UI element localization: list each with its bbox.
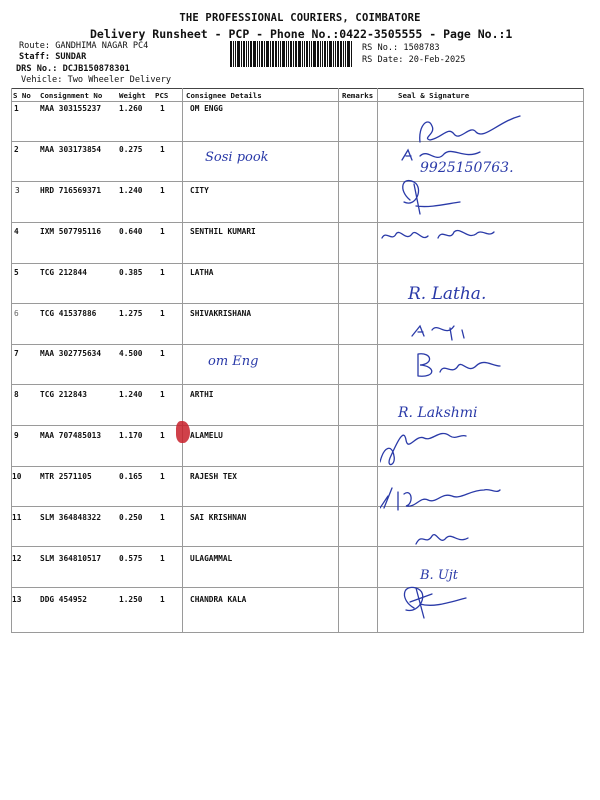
row-4-weight: 0.640 — [119, 227, 143, 236]
barcode-bar — [351, 41, 352, 67]
row-2-sno: 2 — [14, 145, 19, 154]
barcode-bar — [233, 41, 234, 67]
row-2-pcs: 1 — [160, 145, 165, 154]
table-bottom-border — [11, 632, 583, 633]
barcode-bar — [311, 41, 312, 67]
row-6-consignment: TCG 41537886 — [40, 309, 97, 318]
col-header-sno: S No — [13, 91, 31, 100]
handwritten-phone: 9925150763. — [420, 160, 514, 176]
rs-date: RS Date: 20-Feb-2025 — [362, 55, 466, 65]
row-5-consignee: LATHA — [190, 268, 214, 277]
signature-row-11 — [416, 535, 468, 544]
barcode-bar — [313, 41, 316, 67]
barcode-bar — [282, 41, 285, 67]
signature-row-2 — [402, 150, 480, 160]
row-1-consignee: OM ENGG — [190, 104, 223, 113]
barcode-bar — [320, 41, 321, 67]
row-5-consignment: TCG 212844 — [40, 268, 87, 277]
route-label: Route: GANDHIMA NAGAR PC4 — [19, 41, 149, 51]
barcode-bar — [248, 41, 249, 67]
barcode-bar — [264, 41, 265, 67]
row-3-sno: 3 — [15, 186, 20, 195]
column-divider — [338, 88, 339, 633]
column-divider — [182, 88, 183, 633]
row-3-consignee: CITY — [190, 186, 209, 195]
drs-number: DRS No.: DCJB150878301 — [16, 64, 130, 74]
row-9-consignee: ALAMELU — [190, 431, 223, 440]
row-10-consignment: MTR 2571105 — [40, 472, 92, 481]
row-11-sno: 11 — [12, 513, 22, 522]
row-11-consignee: SAI KRISHNAN — [190, 513, 247, 522]
row-9-consignment: MAA 707485013 — [40, 431, 102, 440]
barcode-bar — [237, 41, 240, 67]
barcode-bar — [259, 41, 260, 67]
signature-scribbles — [380, 104, 580, 624]
col-header-remarks: Remarks — [342, 91, 374, 100]
col-header-consignment: Consignment No — [40, 91, 103, 100]
row-5-pcs: 1 — [160, 268, 165, 277]
barcode-bar — [302, 41, 303, 67]
barcode-bar — [261, 41, 263, 67]
row-5-weight: 0.385 — [119, 268, 143, 277]
row-8-consignment: TCG 212843 — [40, 390, 87, 399]
row-3-weight: 1.240 — [119, 186, 143, 195]
row-7-sno: 7 — [14, 349, 19, 358]
column-divider — [377, 88, 378, 633]
barcode-bar — [347, 41, 350, 67]
row-7-pcs: 1 — [160, 349, 165, 358]
barcode-bar — [322, 41, 323, 67]
barcode-bar — [295, 41, 297, 67]
signature-row-7 — [418, 354, 500, 376]
col-header-pcs: PCS — [155, 91, 169, 100]
row-1-consignment: MAA 303155237 — [40, 104, 102, 113]
col-header-consignee: Consignee Details — [186, 91, 262, 100]
barcode-bar — [290, 41, 292, 67]
signature-row-10 — [380, 488, 500, 510]
row-9-weight: 1.170 — [119, 431, 143, 440]
barcode-bar — [272, 41, 274, 67]
rs-number: RS No.: 1508783 — [362, 43, 440, 53]
barcode-bar — [298, 41, 301, 67]
barcode-bar — [340, 41, 342, 67]
row-6-sno: 6 — [14, 309, 19, 318]
row-8-pcs: 1 — [160, 390, 165, 399]
table-right-border — [583, 88, 584, 633]
row-7-weight: 4.500 — [119, 349, 143, 358]
signature-row-9 — [380, 433, 466, 464]
barcode-bar — [286, 41, 287, 67]
signature-row-6 — [412, 326, 464, 340]
barcode-bar — [293, 41, 294, 67]
barcode-bar — [250, 41, 252, 67]
row-2-weight: 0.275 — [119, 145, 143, 154]
barcode-bar — [309, 41, 310, 67]
table-left-border — [11, 88, 12, 633]
row-10-sno: 10 — [12, 472, 22, 481]
barcode-bar — [235, 41, 236, 67]
row-1-pcs: 1 — [160, 104, 165, 113]
vehicle-label: Vehicle: Two Wheeler Delivery — [21, 75, 172, 85]
row-12-pcs: 1 — [160, 554, 165, 563]
signature-row-4 — [382, 230, 494, 238]
row-13-consignee: CHANDRA KALA — [190, 595, 247, 604]
signature-row-13 — [404, 587, 466, 618]
signature-row-3 — [403, 181, 460, 214]
handwritten-consignee: Sosi pook — [205, 150, 269, 165]
row-13-consignment: DDG 454952 — [40, 595, 87, 604]
row-10-weight: 0.165 — [119, 472, 143, 481]
row-9-sno: 9 — [14, 431, 19, 440]
row-4-consignment: IXM 507795116 — [40, 227, 102, 236]
table-header-border — [11, 101, 583, 102]
barcode-bar — [335, 41, 336, 67]
barcode-bar — [246, 41, 247, 67]
barcode-bar — [270, 41, 271, 67]
barcode-bar — [306, 41, 308, 67]
signature-row-1 — [420, 116, 520, 142]
runsheet-title: Delivery Runsheet - PCP - Phone No.:0422-3505555 - Page No.:1 — [90, 27, 513, 41]
barcode-bar — [275, 41, 277, 67]
barcode-bar — [304, 41, 305, 67]
barcode-bar — [324, 41, 326, 67]
row-13-pcs: 1 — [160, 595, 165, 604]
barcode-icon — [230, 41, 355, 67]
row-9-pcs: 1 — [160, 431, 165, 440]
row-2-consignment: MAA 303173854 — [40, 145, 102, 154]
row-8-sno: 8 — [14, 390, 19, 399]
staff-label: Staff: SUNDAR — [19, 52, 87, 62]
barcode-bar — [329, 41, 332, 67]
row-10-consignee: RAJESH TEX — [190, 472, 237, 481]
row-11-weight: 0.250 — [119, 513, 143, 522]
row-1-weight: 1.260 — [119, 104, 143, 113]
row-8-consignee: ARTHI — [190, 390, 214, 399]
row-12-consignment: SLM 364810517 — [40, 554, 102, 563]
table-top-border — [11, 88, 583, 89]
row-13-sno: 13 — [12, 595, 22, 604]
barcode-bar — [243, 41, 245, 67]
row-3-consignment: HRD 716569371 — [40, 186, 102, 195]
row-11-consignment: SLM 364848322 — [40, 513, 102, 522]
handwritten-signature: R. Lakshmi — [398, 405, 478, 421]
barcode-bar — [345, 41, 346, 67]
barcode-bar — [288, 41, 289, 67]
row-12-sno: 12 — [12, 554, 22, 563]
handwritten-signature: R. Latha. — [408, 284, 487, 304]
row-12-weight: 0.575 — [119, 554, 143, 563]
row-4-consignee: SENTHIL KUMARI — [190, 227, 256, 236]
barcode-bar — [257, 41, 258, 67]
handwritten-signature: B. Ujt — [420, 568, 459, 583]
row-1-sno: 1 — [14, 104, 19, 113]
row-4-sno: 4 — [14, 227, 19, 236]
col-header-signature: Seal & Signature — [398, 91, 470, 100]
barcode-bar — [280, 41, 281, 67]
barcode-bar — [317, 41, 319, 67]
barcode-bar — [253, 41, 256, 67]
barcode-bar — [278, 41, 279, 67]
barcode-bar — [333, 41, 334, 67]
barcode-bar — [343, 41, 344, 67]
seal-stamp-icon — [176, 421, 190, 443]
row-12-consignee: ULAGAMMAL — [190, 554, 233, 563]
row-11-pcs: 1 — [160, 513, 165, 522]
row-6-weight: 1.275 — [119, 309, 143, 318]
row-3-pcs: 1 — [160, 186, 165, 195]
barcode-bar — [230, 41, 232, 67]
row-4-pcs: 1 — [160, 227, 165, 236]
col-header-weight: Weight — [119, 91, 146, 100]
barcode-bar — [327, 41, 328, 67]
row-7-consignment: MAA 302775634 — [40, 349, 102, 358]
row-10-pcs: 1 — [160, 472, 165, 481]
row-13-weight: 1.250 — [119, 595, 143, 604]
row-6-pcs: 1 — [160, 309, 165, 318]
barcode-bar — [266, 41, 269, 67]
row-6-consignee: SHIVAKRISHANA — [190, 309, 252, 318]
row-5-sno: 5 — [14, 268, 19, 277]
company-title: THE PROFESSIONAL COURIERS, COIMBATORE — [179, 12, 421, 24]
barcode-bar — [241, 41, 242, 67]
handwritten-consignee: om Eng — [208, 354, 259, 369]
row-8-weight: 1.240 — [119, 390, 143, 399]
barcode-bar — [337, 41, 339, 67]
